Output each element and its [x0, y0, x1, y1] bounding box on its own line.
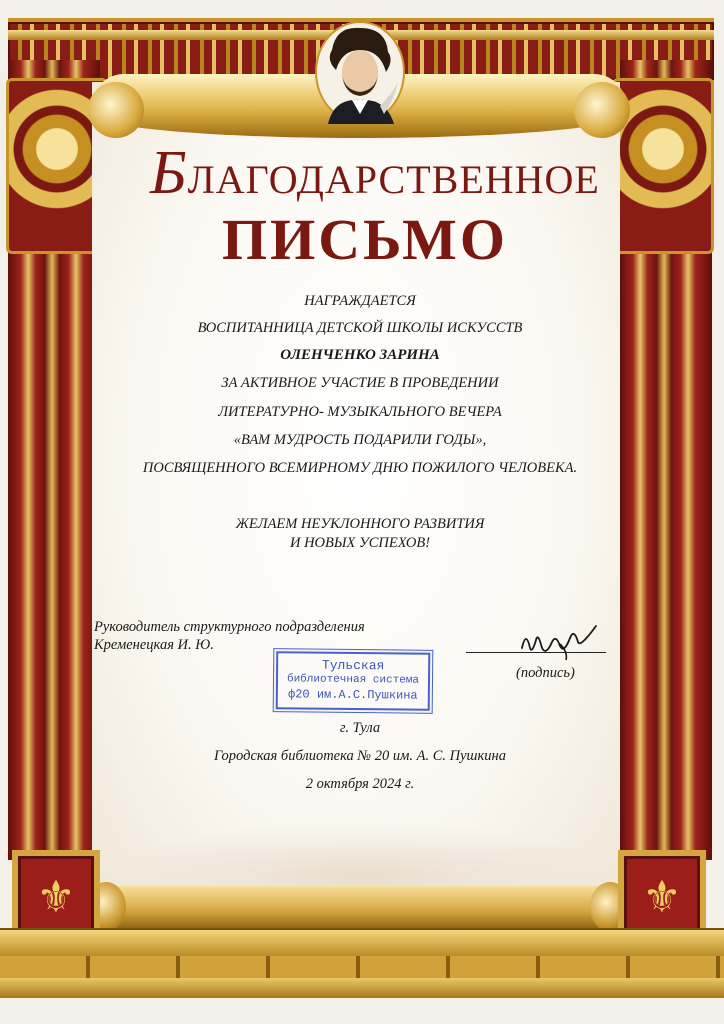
recipient-name: ОЛЕНЧЕНКО ЗАРИНА [280, 347, 440, 363]
fleur-de-lis-icon: ⚜ [36, 872, 76, 923]
signature-caption: (подпись) [516, 665, 575, 681]
reason-line-1: ЗА АКТИВНОЕ УЧАСТИЕ В ПРОВЕДЕНИИ [221, 375, 499, 391]
title-line-2: ПИСЬМО [222, 207, 508, 272]
awarded-heading: НАГРАЖДАЕТСЯ [304, 293, 416, 309]
base-step-3 [0, 978, 724, 998]
title-initial: Б [150, 139, 188, 207]
event-title: «ВАМ МУДРОСТЬ ПОДАРИЛИ ГОДЫ», [233, 432, 487, 448]
title-line-1 [150, 138, 600, 209]
stamp-line-1: Тульская [321, 657, 385, 674]
stamp-line-2: библиотечная система [286, 673, 420, 687]
handwritten-signature [508, 618, 604, 662]
fleur-de-lis-icon: ⚜ [642, 872, 682, 923]
stamp-line-3: ф20 им.А.С.Пушкина [287, 687, 418, 703]
title-rest: ЛАГОДАРСТВЕННОЕ [187, 157, 600, 202]
library-stamp [276, 651, 431, 711]
pushkin-portrait [314, 20, 406, 124]
signature-line [466, 652, 606, 653]
recipient-role: ВОСПИТАННИЦА ДЕТСКОЙ ШКОЛЫ ИСКУССТВ [197, 320, 523, 336]
parchment-ornament [110, 820, 610, 890]
reason-line-2: ЛИТЕРАТУРНО- МУЗЫКАЛЬНОГО ВЕЧЕРА [218, 404, 502, 420]
base-step-1 [0, 928, 724, 958]
footer-city: г. Тула [339, 720, 381, 736]
wish-line-2: И НОВЫХ УСПЕХОВ! [289, 535, 431, 551]
signatory-name: Кременецкая И. Ю. [94, 637, 214, 653]
wish-line-1: ЖЕЛАЕМ НЕУКЛОННОГО РАЗВИТИЯ [235, 516, 485, 532]
scroll-bottom [96, 886, 620, 930]
reason-line-3: ПОСВЯЩЕННОГО ВСЕМИРНОМУ ДНЮ ПОЖИЛОГО ЧЕЛОВЕКА. [142, 460, 578, 476]
base-step-2 [0, 956, 724, 978]
signatory-position: Руководитель структурного подразделения [94, 619, 365, 635]
signatory-block [94, 618, 365, 654]
footer-date: 2 октября 2024 г. [305, 776, 415, 792]
footer-library: Городская библиотека № 20 им. А. С. Пушкина [214, 748, 506, 764]
